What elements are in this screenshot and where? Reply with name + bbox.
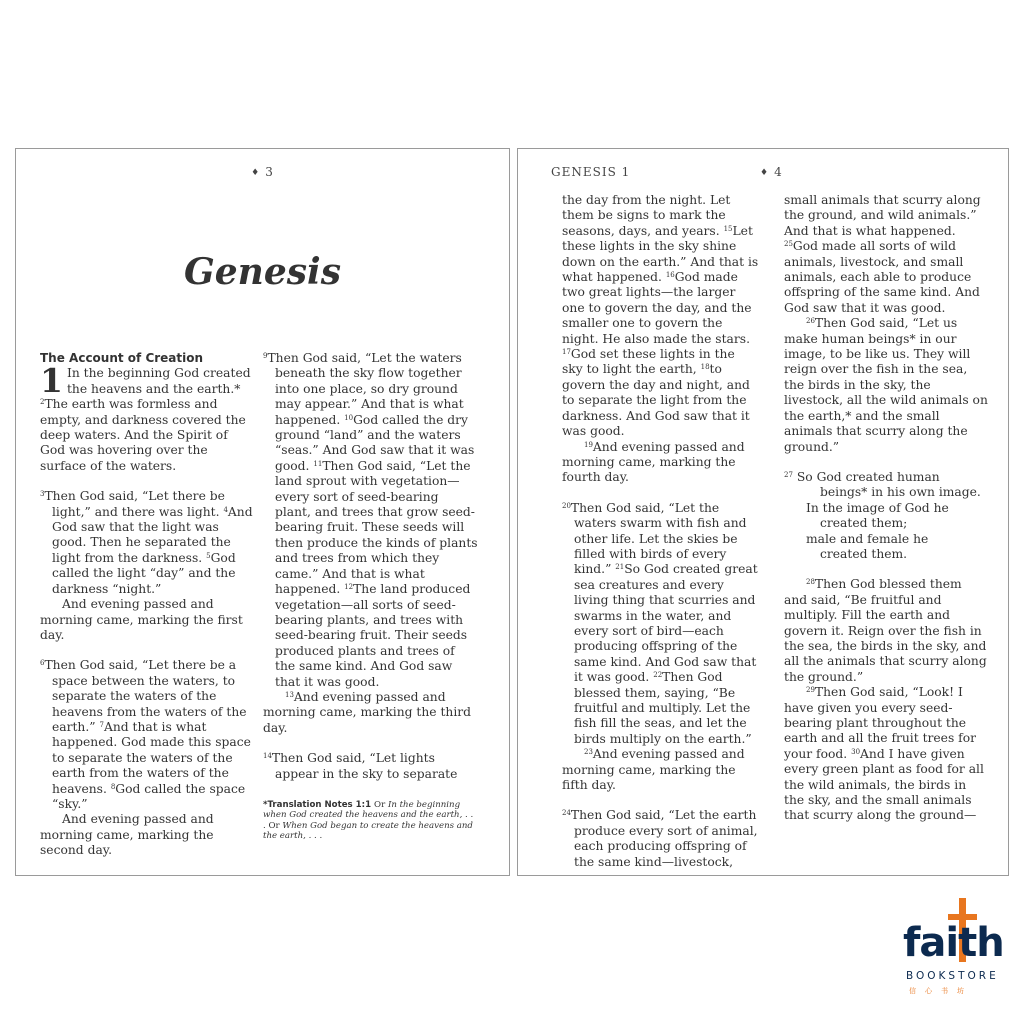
- verse-text: And evening passed and morning came, marking the fourth day.: [562, 439, 745, 485]
- verse-text: In the beginning God created the heavens and the earth.*: [66, 366, 251, 396]
- logo-wordmark: faith: [903, 920, 1004, 966]
- verse-text: Then God said, “Let the waters beneath the sky flow together into one place, so dry ground may appear.” And that is what happened.: [267, 351, 464, 427]
- section-heading: The Account of Creation: [40, 351, 204, 365]
- paragraph: [263, 351, 478, 690]
- verse-text: God made two great lights—the larger one to govern the day, and the smaller one to govern the night. He also made the stars.: [562, 270, 752, 346]
- notes-text: In the beginning when God created the heavens and the earth, . . .: [263, 799, 474, 831]
- verse-text: the day from the night. Let them be signs to mark the seasons, days, and years.: [562, 193, 731, 238]
- paragraph: [263, 751, 478, 782]
- verse-number: 24: [562, 809, 571, 818]
- verse-text: And I have given every green plant as food for all the wild animals, the birds in the sky, and the small animals that scurry along the ground—: [784, 746, 984, 823]
- paragraph: [562, 193, 759, 440]
- verse-number: 13: [285, 690, 294, 699]
- paragraph: [40, 489, 254, 597]
- verse-text: God set these lights in the sky to light the earth,: [562, 347, 735, 377]
- page-number-right: ♦ 4: [760, 165, 783, 179]
- verse-number: 9: [263, 352, 268, 360]
- verse-number: 15: [723, 224, 733, 233]
- paragraph: [40, 361, 254, 474]
- verse-text: to govern the day and night, and to separate the light from the darkness. And God saw that it was good.: [562, 362, 750, 439]
- verse-text: Then God said, “Let the waters swarm with fish and other life. Let the skies be filled with birds of every kind.”: [570, 500, 747, 577]
- verse-text: The land produced vegetation—all sorts of seed-bearing plants, and trees with seed-bearing fruit. Their seeds produced plants and trees of the same kind. And God saw that it was good.: [275, 582, 471, 689]
- left-column-1: [40, 351, 254, 859]
- verse-number: 29: [806, 686, 815, 695]
- verse-text: Then God blessed them and said, “Be fruitful and multiply. Fill the earth and govern it. Reign over the fish in the sea, the birds in the sky, and all the animals that scurry along the ground.”: [784, 577, 987, 684]
- verse-text: Then God said, “Let us make human beings* in our image, to be like us. They will reign over the fish in the sea, the birds in the sky, the livestock, all the wild animals on the earth,* and the small animals that scurry along the ground.”: [784, 316, 988, 454]
- paragraph: [784, 685, 988, 824]
- page-ornament-icon: [760, 165, 774, 179]
- verse-text: And evening passed and morning came, marking the third day.: [263, 689, 472, 735]
- paragraph: And evening passed and morning came, marking the second day.: [40, 812, 214, 858]
- paragraph: [562, 808, 759, 870]
- paragraph: And evening passed and morning came, marking the first day.: [40, 597, 243, 642]
- paragraph: [562, 501, 759, 748]
- verse-number: 11: [313, 459, 323, 468]
- verse-number: 25: [784, 240, 793, 249]
- logo-subtitle: BOOKSTORE: [906, 970, 999, 982]
- page-number-left: ♦ 3: [16, 165, 509, 179]
- verse-number: 2: [40, 398, 45, 407]
- verse-text: God called the dry ground “land” and the waters “seas.” And God saw that it was good.: [275, 412, 475, 473]
- translation-notes: [263, 800, 478, 842]
- poem-line: $^{27}$ So God created human: [784, 469, 940, 484]
- verse-text: Then God said, “Let there be a space between the waters, to separate the waters of the heavens from the waters of the earth.”: [44, 658, 247, 734]
- verse-number: 18: [700, 363, 710, 372]
- poem-line: beings* in his own image.: [820, 485, 981, 500]
- right-column-2: [784, 193, 988, 824]
- verse-number: 21: [615, 563, 625, 572]
- faith-bookstore-logo: [903, 896, 1003, 1006]
- verse-number: 26: [806, 317, 815, 326]
- verse-text: Then God said, “Let there be light,” and there was light.: [44, 489, 225, 519]
- notes-label: *Translation Notes: [263, 799, 353, 810]
- running-head: GENESIS 1: [551, 165, 631, 179]
- notes-text: When God began to create the heavens and the earth, . . .: [263, 820, 473, 842]
- verse-number: 30: [851, 747, 861, 756]
- notes-reference: 1:1: [352, 799, 375, 810]
- verse-number: 19: [584, 440, 593, 449]
- verse-text: God made all sorts of wild animals, livestock, and small animals, each able to produce offspring of the same kind. And God saw that it was good.: [784, 239, 980, 315]
- verse-number: 6: [40, 659, 45, 668]
- page-ornament-icon: [251, 165, 265, 179]
- verse-text: Then God said, “Look! I have given you every seed-bearing plant throughout the earth and all the fruit trees for your food.: [784, 685, 977, 761]
- poem-line: In the image of God he: [806, 500, 949, 515]
- paragraph: [562, 747, 759, 793]
- chapter-number: 1: [40, 361, 63, 401]
- verse-number: 23: [584, 748, 593, 757]
- paragraph: [562, 440, 759, 486]
- verse-number: 12: [344, 583, 354, 592]
- verse-text: And God saw that the light was good. Then he separated the light from the darkness.: [52, 504, 253, 565]
- poem: [784, 470, 988, 562]
- paragraph: [784, 193, 988, 316]
- poem-line: created them;: [820, 516, 908, 531]
- notes-or: Or: [374, 799, 388, 810]
- verse-number: 7: [99, 720, 104, 729]
- verse-number: 14: [263, 752, 272, 761]
- left-page: [15, 148, 510, 876]
- verse-number: 28: [806, 578, 815, 587]
- paragraph: [784, 316, 988, 455]
- logo-chinese: 信心书坊: [909, 987, 973, 995]
- verse-text: God called the light “day” and the darkness “night.”: [52, 550, 236, 596]
- verse-number: 16: [665, 271, 675, 280]
- right-page: [517, 148, 1009, 876]
- verse-text: Then God said, “Let lights appear in the sky to separate: [271, 751, 458, 781]
- verse-text: And evening passed and morning came, marking the fifth day.: [562, 747, 745, 793]
- poem-line: created them.: [820, 546, 908, 561]
- verse-text: So God created great sea creatures and every living thing that scurries and swarms in the water, and every sort of bird—each producing offspring of the same kind. And God saw that it was good.: [574, 562, 758, 685]
- verse-text: Then God blessed them, saying, “Be fruitful and multiply. Let the fish fill the seas, and let the birds multiply on the earth.”: [574, 670, 752, 746]
- verse-number: 3: [40, 490, 45, 499]
- verse-number: 27: [784, 470, 793, 479]
- verse-number: 5: [206, 551, 211, 560]
- paragraph: [40, 658, 254, 812]
- verse-text: God called the space “sky.”: [52, 781, 246, 811]
- verse-number: 20: [562, 501, 571, 510]
- verse-number: 10: [344, 413, 354, 422]
- verse-number: 4: [223, 505, 228, 514]
- verse-text: small animals that scurry along the ground, and wild animals.” And that is what happened.: [784, 193, 981, 238]
- verse-text: The earth was formless and empty, and darkness covered the deep waters. And the Spirit of God was hovering over the surface of the waters.: [40, 397, 246, 473]
- left-column-2: [263, 351, 478, 842]
- verse-text: Let these lights in the sky shine down on the earth.” And that is what happened.: [562, 223, 759, 285]
- paragraph: [263, 690, 478, 736]
- verse-number: 22: [653, 671, 663, 680]
- paragraph: [784, 577, 988, 685]
- verse-text: Then God said, “Let the land sprout with vegetation—every sort of seed-bearing plant, and trees that grow seed-bearing fruit. These seeds will then produce the kinds of plants and trees from which they came.” And that is what happened.: [275, 458, 478, 597]
- verse-number: 8: [110, 782, 116, 791]
- verse-number: 17: [562, 348, 571, 357]
- verse-text: Then God said, “Let the earth produce every sort of animal, each producing offspring of the same kind—livestock,: [570, 808, 758, 869]
- poem-line: male and female he: [806, 531, 929, 546]
- notes-or: Or: [265, 820, 283, 831]
- verse-text: And that is what happened. God made this space to separate the waters of the earth from the waters of the heavens.: [52, 719, 251, 796]
- book-title: Genesis: [184, 251, 341, 293]
- right-column-1: [562, 193, 759, 870]
